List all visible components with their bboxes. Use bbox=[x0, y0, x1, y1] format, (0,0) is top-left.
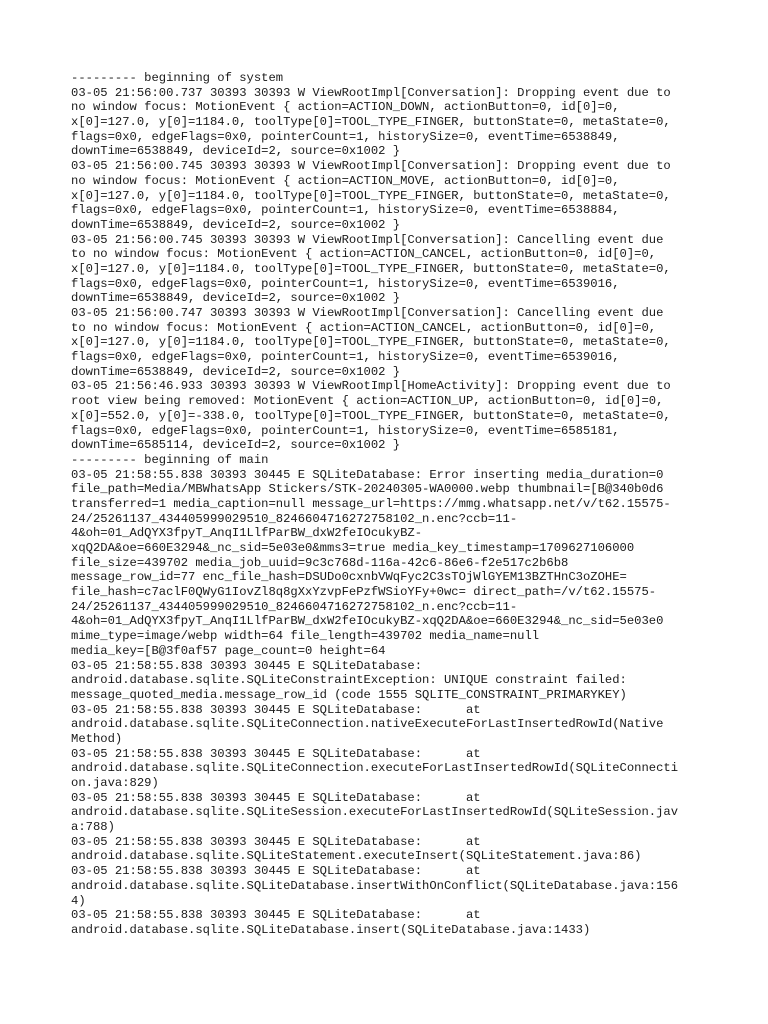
log-line: x[0]=127.0, y[0]=1184.0, toolType[0]=TOOL_TYPE_FINGER, buttonState=0, metaState=0, bbox=[71, 261, 671, 276]
log-line: 03-05 21:58:55.838 30393 30445 E SQLiteDatabase: bbox=[71, 658, 423, 673]
log-line: file_size=439702 media_job_uuid=9c3c768d-116a-42c6-86e6-f2e517c2b6b8 bbox=[71, 555, 569, 570]
log-line: downTime=6585114, deviceId=2, source=0x1002 } bbox=[71, 438, 401, 453]
log-line: 4&oh=01_AdQYX3fpyT_AnqI1LlfParBW_dxW2feIOcukyBZ-xqQ2DA&oe=660E3294&_nc_sid=5e03e0 bbox=[71, 614, 664, 629]
log-line: android.database.sqlite.SQLiteDatabase.insertWithOnConflict(SQLiteDatabase.java:156 bbox=[71, 878, 679, 893]
log-line: x[0]=127.0, y[0]=1184.0, toolType[0]=TOOL_TYPE_FINGER, buttonState=0, metaState=0, bbox=[71, 115, 671, 130]
log-line: x[0]=127.0, y[0]=1184.0, toolType[0]=TOOL_TYPE_FINGER, buttonState=0, metaState=0, bbox=[71, 335, 671, 350]
log-line: 03-05 21:56:00.745 30393 30393 W ViewRootImpl[Conversation]: Cancelling event due bbox=[71, 232, 664, 247]
log-line: downTime=6538849, deviceId=2, source=0x1002 } bbox=[71, 217, 401, 232]
log-line: file_path=Media/MBWhatsApp Stickers/STK-20240305-WA0000.webp thumbnail=[B@340b0d6 bbox=[71, 482, 664, 497]
log-line: downTime=6538849, deviceId=2, source=0x1002 } bbox=[71, 364, 401, 379]
log-line: x[0]=552.0, y[0]=-338.0, toolType[0]=TOOL_TYPE_FINGER, buttonState=0, metaState=0, bbox=[71, 408, 671, 423]
log-line: 03-05 21:58:55.838 30393 30445 E SQLiteDatabase: at bbox=[71, 702, 481, 717]
log-line: transferred=1 media_caption=null message_url=https://mmg.whatsapp.net/v/t62.15575- bbox=[71, 496, 671, 511]
log-line: android.database.sqlite.SQLiteStatement.executeInsert(SQLiteStatement.java:86) bbox=[71, 849, 642, 864]
log-line: flags=0x0, edgeFlags=0x0, pointerCount=1, historySize=0, eventTime=6585181, bbox=[71, 423, 620, 438]
log-line: 03-05 21:58:55.838 30393 30445 E SQLiteDatabase: at bbox=[71, 834, 481, 849]
log-line: Method) bbox=[71, 731, 123, 746]
log-line: android.database.sqlite.SQLiteSession.executeForLastInsertedRowId(SQLiteSession.jav bbox=[71, 805, 679, 820]
log-line: xqQ2DA&oe=660E3294&_nc_sid=5e03e0&mms3=true media_key_timestamp=1709627106000 bbox=[71, 541, 635, 555]
log-line: 03-05 21:58:55.838 30393 30445 E SQLiteDatabase: at bbox=[71, 908, 481, 923]
log-line: 03-05 21:56:00.737 30393 30393 W ViewRootImpl[Conversation]: Dropping event due to bbox=[71, 85, 671, 100]
log-line: no window focus: MotionEvent { action=ACTION_MOVE, actionButton=0, id[0]=0, bbox=[71, 173, 620, 188]
log-line: file_hash=c7aclF0QWyG1IovZl8q8gXxYzvpFePzfWSioYFy+0wc= direct_path=/v/t62.15575- bbox=[71, 585, 657, 600]
log-line: 4) bbox=[71, 893, 86, 908]
log-line: downTime=6538849, deviceId=2, source=0x1002 } bbox=[71, 144, 401, 159]
log-line: 03-05 21:56:00.745 30393 30393 W ViewRootImpl[Conversation]: Dropping event due to bbox=[71, 159, 671, 174]
log-line: a:788) bbox=[71, 820, 115, 835]
log-line: root view being removed: MotionEvent { action=ACTION_UP, actionButton=0, id[0]=0, bbox=[71, 394, 664, 409]
log-line: android.database.sqlite.SQLiteConnection.nativeExecuteForLastInsertedRowId(Native bbox=[71, 717, 664, 732]
log-line: flags=0x0, edgeFlags=0x0, pointerCount=1, historySize=0, eventTime=6539016, bbox=[71, 276, 620, 291]
log-line: 24/25261137_434405999029510_8246604716272758102_n.enc?ccb=11- bbox=[71, 599, 518, 614]
log-line: android.database.sqlite.SQLiteConnection.executeForLastInsertedRowId(SQLiteConnecti bbox=[71, 761, 679, 776]
log-line: downTime=6538849, deviceId=2, source=0x1002 } bbox=[71, 291, 401, 306]
log-line: 03-05 21:58:55.838 30393 30445 E SQLiteDatabase: at bbox=[71, 746, 481, 761]
log-line: on.java:829) bbox=[71, 776, 159, 790]
log-line: mime_type=image/webp width=64 file_length=439702 media_name=null bbox=[71, 629, 540, 644]
log-line: flags=0x0, edgeFlags=0x0, pointerCount=1, historySize=0, eventTime=6539016, bbox=[71, 350, 620, 365]
log-line: to no window focus: MotionEvent { action=ACTION_CANCEL, actionButton=0, id[0]=0, bbox=[71, 247, 657, 262]
log-line: android.database.sqlite.SQLiteConstraintException: UNIQUE constraint failed: bbox=[71, 673, 627, 688]
log-line: 03-05 21:58:55.838 30393 30445 E SQLiteDatabase: at bbox=[71, 864, 481, 879]
log-line: message_quoted_media.message_row_id (code 1555 SQLITE_CONSTRAINT_PRIMARYKEY) bbox=[71, 687, 627, 702]
log-line: media_key=[B@3f0af57 page_count=0 height=64 bbox=[71, 643, 386, 658]
log-line: to no window focus: MotionEvent { action=ACTION_CANCEL, actionButton=0, id[0]=0, bbox=[71, 320, 657, 335]
log-line: 03-05 21:56:00.747 30393 30393 W ViewRootImpl[Conversation]: Cancelling event due bbox=[71, 306, 664, 320]
log-line: flags=0x0, edgeFlags=0x0, pointerCount=1, historySize=0, eventTime=6538884, bbox=[71, 203, 620, 218]
log-line: 03-05 21:56:46.933 30393 30393 W ViewRootImpl[HomeActivity]: Dropping event due to bbox=[71, 379, 671, 394]
log-line: 24/25261137_434405999029510_8246604716272758102_n.enc?ccb=11- bbox=[71, 511, 518, 526]
log-line: 4&oh=01_AdQYX3fpyT_AnqI1LlfParBW_dxW2feIOcukyBZ- bbox=[71, 526, 423, 541]
log-line: android.database.sqlite.SQLiteDatabase.insert(SQLiteDatabase.java:1433) bbox=[71, 922, 591, 937]
log-line: flags=0x0, edgeFlags=0x0, pointerCount=1, historySize=0, eventTime=6538849, bbox=[71, 129, 620, 144]
log-line: --------- beginning of system bbox=[71, 71, 284, 85]
log-line: 03-05 21:58:55.838 30393 30445 E SQLiteDatabase: at bbox=[71, 790, 481, 805]
log-line: --------- beginning of main bbox=[71, 452, 269, 467]
log-line: no window focus: MotionEvent { action=ACTION_DOWN, actionButton=0, id[0]=0, bbox=[71, 100, 620, 115]
log-line: message_row_id=77 enc_file_hash=DSUDo0cxnbVWqFyc2C3sTOjWlGYEM13BZTHnC3oZOHE= bbox=[71, 570, 627, 585]
log-line: x[0]=127.0, y[0]=1184.0, toolType[0]=TOOL_TYPE_FINGER, buttonState=0, metaState=0, bbox=[71, 188, 671, 203]
log-line: 03-05 21:58:55.838 30393 30445 E SQLiteDatabase: Error inserting media_duration=0 bbox=[71, 467, 664, 482]
log-text bbox=[71, 71, 711, 938]
